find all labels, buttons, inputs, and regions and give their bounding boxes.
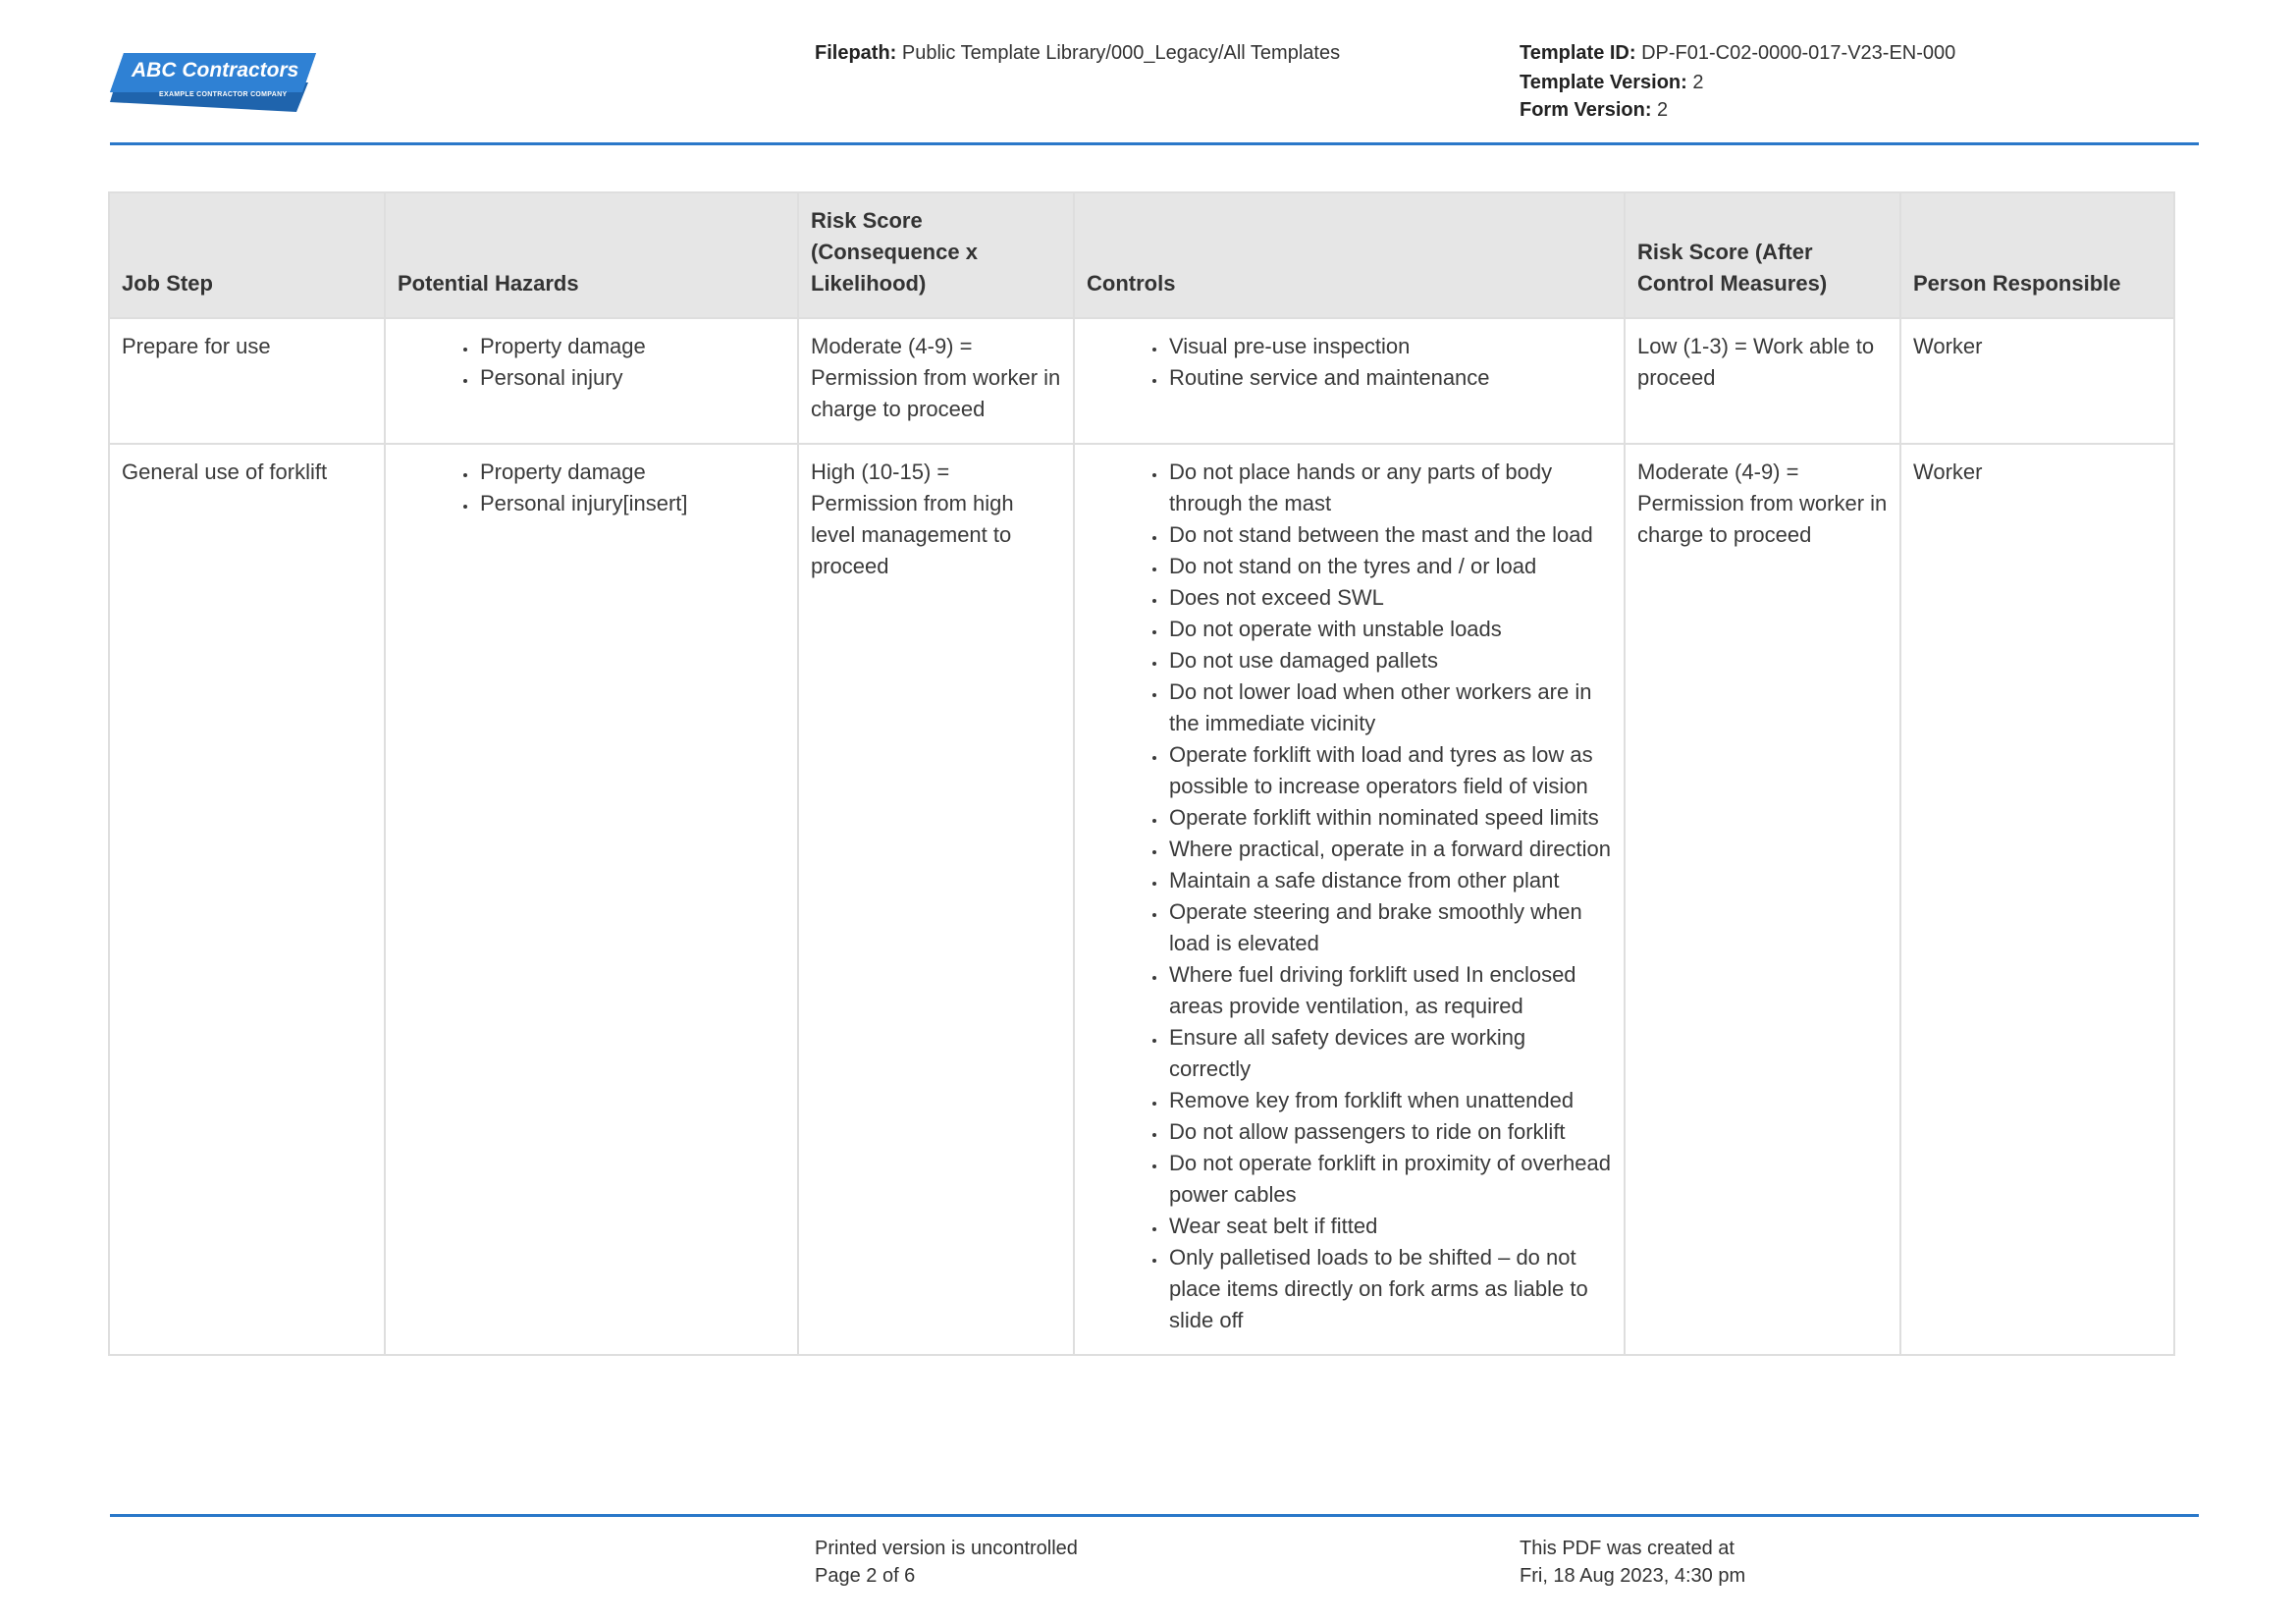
filepath-value: Public Template Library/000_Legacy/All Templates — [901, 42, 1341, 64]
controls-list — [1087, 331, 1612, 394]
list-item: • Where practical, operate in a forward direction — [1167, 834, 1612, 865]
footer-divider — [110, 1514, 2199, 1517]
page-header — [0, 0, 2296, 147]
cell-controls — [1074, 318, 1625, 444]
column-header-risk-score-after: Risk Score (After Control Measures) — [1625, 192, 1900, 318]
cell-risk-score-after: Moderate (4-9) = Permission from worker in charge to proceed — [1625, 444, 1900, 1355]
list-item: • Wear seat belt if fitted — [1167, 1211, 1612, 1242]
filepath-label: Filepath: — [815, 42, 897, 64]
list-item: • Visual pre-use inspection — [1167, 331, 1612, 362]
table-row — [109, 318, 2174, 444]
list-item: • Personal injury[insert] — [478, 488, 785, 519]
cell-person-responsible: Worker — [1900, 318, 2174, 444]
column-header-risk-score: Risk Score (Consequence x Likelihood) — [798, 192, 1074, 318]
list-item: • Only palletised loads to be shifted – do not place items directly on fork arms as liable to slide off — [1167, 1242, 1612, 1336]
list-item: • Operate forklift within nominated speed limits — [1167, 802, 1612, 834]
list-item: • Property damage — [478, 457, 785, 488]
table-row — [109, 444, 2174, 1355]
created-at-timestamp: Fri, 18 Aug 2023, 4:30 pm — [1520, 1565, 1746, 1587]
cell-risk-score: High (10-15) = Permission from high level management to proceed — [798, 444, 1074, 1355]
job-safety-analysis-table — [108, 191, 2175, 1356]
cell-risk-score: Moderate (4-9) = Permission from worker in charge to proceed — [798, 318, 1074, 444]
cell-potential-hazards — [385, 444, 798, 1355]
template-version-line — [1520, 69, 1703, 96]
list-item: • Ensure all safety devices are working correctly — [1167, 1022, 1612, 1085]
list-item: • Do not place hands or any parts of body through the mast — [1167, 457, 1612, 519]
cell-controls — [1074, 444, 1625, 1355]
cell-risk-score-after: Low (1-3) = Work able to proceed — [1625, 318, 1900, 444]
template-id-value: DP-F01-C02-0000-017-V23-EN-000 — [1641, 42, 1956, 64]
hazards-list — [398, 457, 785, 519]
list-item: • Remove key from forklift when unattended — [1167, 1085, 1612, 1116]
list-item: • Do not operate with unstable loads — [1167, 614, 1612, 645]
list-item: • Do not stand on the tyres and / or load — [1167, 551, 1612, 582]
logo-subtitle: EXAMPLE CONTRACTOR COMPANY — [159, 91, 288, 98]
list-item: • Do not operate forklift in proximity of overhead power cables — [1167, 1148, 1612, 1211]
list-item: • Operate steering and brake smoothly when load is elevated — [1167, 896, 1612, 959]
list-item: • Does not exceed SWL — [1167, 582, 1612, 614]
list-item: • Operate forklift with load and tyres as low as possible to increase operators field of vision — [1167, 739, 1612, 802]
list-item: • Do not stand between the mast and the load — [1167, 519, 1612, 551]
cell-potential-hazards — [385, 318, 798, 444]
page-number: Page 2 of 6 — [815, 1565, 916, 1587]
form-version-line — [1520, 96, 1668, 124]
form-version-value: 2 — [1657, 99, 1669, 121]
list-item: • Do not lower load when other workers are in the immediate vicinity — [1167, 676, 1612, 739]
uncontrolled-notice: Printed version is uncontrolled — [815, 1538, 1078, 1559]
cell-job-step: General use of forklift — [109, 444, 385, 1355]
column-header-controls: Controls — [1074, 192, 1625, 318]
list-item: • Routine service and maintenance — [1167, 362, 1612, 394]
controls-list — [1087, 457, 1612, 1336]
filepath-line — [815, 39, 1340, 67]
form-version-label: Form Version: — [1520, 99, 1652, 121]
job-safety-table-container — [108, 191, 2173, 1356]
template-version-label: Template Version: — [1520, 72, 1687, 93]
cell-person-responsible: Worker — [1900, 444, 2174, 1355]
logo-title: ABC Contractors — [132, 59, 299, 81]
template-id-line — [1520, 39, 1955, 67]
company-logo — [110, 53, 316, 112]
header-divider — [110, 142, 2199, 145]
hazards-list — [398, 331, 785, 394]
table-header-row — [109, 192, 2174, 318]
list-item: • Where fuel driving forklift used In enclosed areas provide ventilation, as required — [1167, 959, 1612, 1022]
template-id-label: Template ID: — [1520, 42, 1636, 64]
list-item: • Personal injury — [478, 362, 785, 394]
cell-job-step: Prepare for use — [109, 318, 385, 444]
list-item: • Do not allow passengers to ride on forklift — [1167, 1116, 1612, 1148]
list-item: • Do not use damaged pallets — [1167, 645, 1612, 676]
template-version-value: 2 — [1692, 72, 1704, 93]
list-item: • Property damage — [478, 331, 785, 362]
column-header-person-responsible: Person Responsible — [1900, 192, 2174, 318]
list-item: • Maintain a safe distance from other plant — [1167, 865, 1612, 896]
column-header-potential-hazards: Potential Hazards — [385, 192, 798, 318]
column-header-job-step: Job Step — [109, 192, 385, 318]
created-at-label: This PDF was created at — [1520, 1538, 1735, 1559]
